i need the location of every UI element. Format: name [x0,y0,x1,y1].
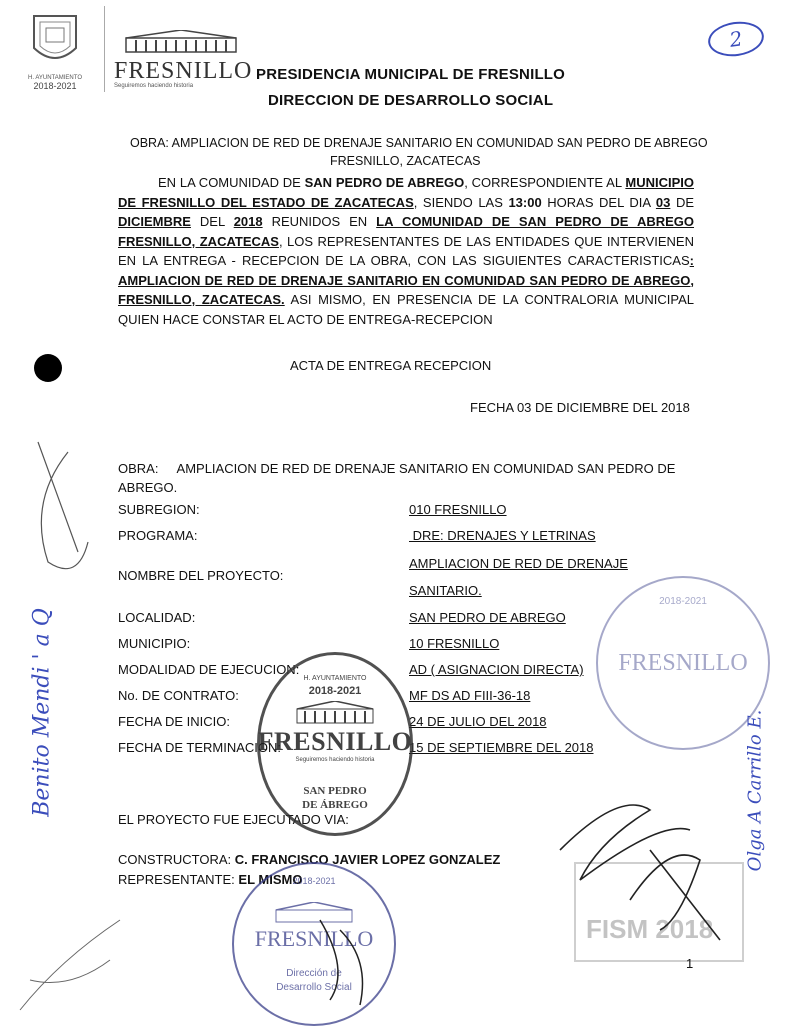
field-value-subregion: 010 FRESNILLO [409,502,507,517]
page-number: 1 [686,956,694,971]
building-icon [295,701,375,725]
field-label-terminacion: FECHA DE TERMINACION: [118,740,282,755]
field-label-contrato: No. DE CONTRATO: [118,688,239,703]
fecha-line: FECHA 03 DE DICIEMBRE DEL 2018 [470,400,690,415]
signature-bottom-left [10,900,130,1020]
shield-icon [26,10,84,70]
acta-title: ACTA DE ENTREGA RECEPCION [290,358,492,373]
intro-paragraph: EN LA COMUNIDAD DE SAN PEDRO DE ABREGO, CORRESPONDIENTE AL MUNICIPIO DE FRESNILLO DEL ESTADO DE ZACATECAS, SIENDO LAS 13:00 HORAS DEL DIA 03 DE DICIEMBRE DEL 2018 REUNIDOS EN LA COMUNIDAD DE SAN PEDRO DE ABREGO FRESNILLO, ZACATECAS, LOS REPRESENTANTES DE LAS ENTIDADES QUE INTERVIENEN EN LA ENTREGA - RECEPCION DE LA OBRA, CON LAS SIGUIENTES CARACTERISTICAS: AMPLIACION DE RED DE DRENAJE SANITARIO EN COMUNIDAD SAN PEDRO DE ABREGO, FRESNILLO, ZACATECAS. ASI MISMO, EN PRESENCIA DE LA CONTRALORIA MUNICIPAL QUIEN HACE CONSTAR EL ACTO DE ENTREGA-RECEPCION [118,175,695,327]
obra-title-line2: FRESNILLO, ZACATECAS [330,154,481,168]
field-label-subregion: SUBREGION: [118,502,200,517]
logo-tagline: Seguiremos haciendo historia [114,83,194,89]
field-label-municipio: MUNICIPIO: [118,636,191,651]
field-value-programa: DRE: DRENAJES Y LETRINAS [409,528,596,543]
signature-left-scribble [18,432,98,602]
divider [104,6,105,92]
center-official-stamp: H. AYUNTAMIENTO 2018-2021 FRESNILLO Seguiremos haciendo historia SAN PEDRO DE ÁBREGO [257,652,413,836]
header-title: PRESIDENCIA MUNICIPAL DE FRESNILLO [256,66,566,83]
field-label-proyecto: NOMBRE DEL PROYECTO: [118,568,284,583]
field-value-contrato: MF DS AD FIII-36-18 [409,688,531,703]
seal-years: 2018-2021 [33,81,77,91]
signature-center [310,910,380,1010]
field-value-localidad: SAN PEDRO DE ABREGO [409,610,566,625]
field-value-proyecto: AMPLIACION DE RED DE DRENAJE [409,556,628,571]
field-value-proyecto-2: SANITARIO. [409,583,482,598]
seal-caption: H. AYUNTAMIENTO [27,75,82,81]
field-value-terminacion: 15 DE SEPTIEMBRE DEL 2018 [409,740,594,755]
obra-line: OBRA: AMPLIACION DE RED DE DRENAJE SANITARIO EN COMUNIDAD SAN PEDRO DE ABREGO. [118,461,676,495]
field-value-modalidad: AD ( ASIGNACION DIRECTA) [409,662,584,677]
logo-name: FRESNILLO [114,58,253,84]
circled-page-number: 2 [706,18,766,59]
bottom-official-stamp: 2018-2021 FRESNILLO Dirección de Desarrollo Social [232,862,396,1026]
right-official-stamp: 2018-2021 FRESNILLO [596,576,770,750]
field-label-programa: PROGRAMA: [118,528,198,543]
handwritten-name-right: Olga A Carrillo E. [744,709,766,872]
constructora-line: CONSTRUCTORA: C. FRANCISCO JAVIER LOPEZ GONZALEZ [118,852,501,867]
obra-title-line1: OBRA: AMPLIACION DE RED DE DRENAJE SANITARIO EN COMUNIDAD SAN PEDRO DE ABREGO [130,136,708,150]
field-label-localidad: LOCALIDAD: [118,610,196,625]
handwritten-name-left: Benito Mendi ' a Q [29,608,55,817]
field-value-municipio: 10 FRESNILLO [409,636,500,651]
municipal-seal-logo [26,10,84,92]
representante-line: REPRESENTANTE: EL MISMO [118,872,303,887]
building-icon [122,30,240,54]
field-label-inicio: FECHA DE INICIO: [118,714,230,729]
header-subtitle: DIRECCION DE DESARROLLO SOCIAL [268,92,554,109]
field-value-inicio: 24 DE JULIO DEL 2018 [409,714,547,729]
punch-hole [34,354,62,382]
signature-right [540,780,740,950]
fism-stamp: FISM 2018 [574,862,744,962]
fresnillo-logo [114,30,253,92]
ejecutado-line: EL PROYECTO FUE EJECUTADO VIA: [118,812,349,827]
field-label-modalidad: MODALIDAD DE EJECUCION: [118,662,300,677]
